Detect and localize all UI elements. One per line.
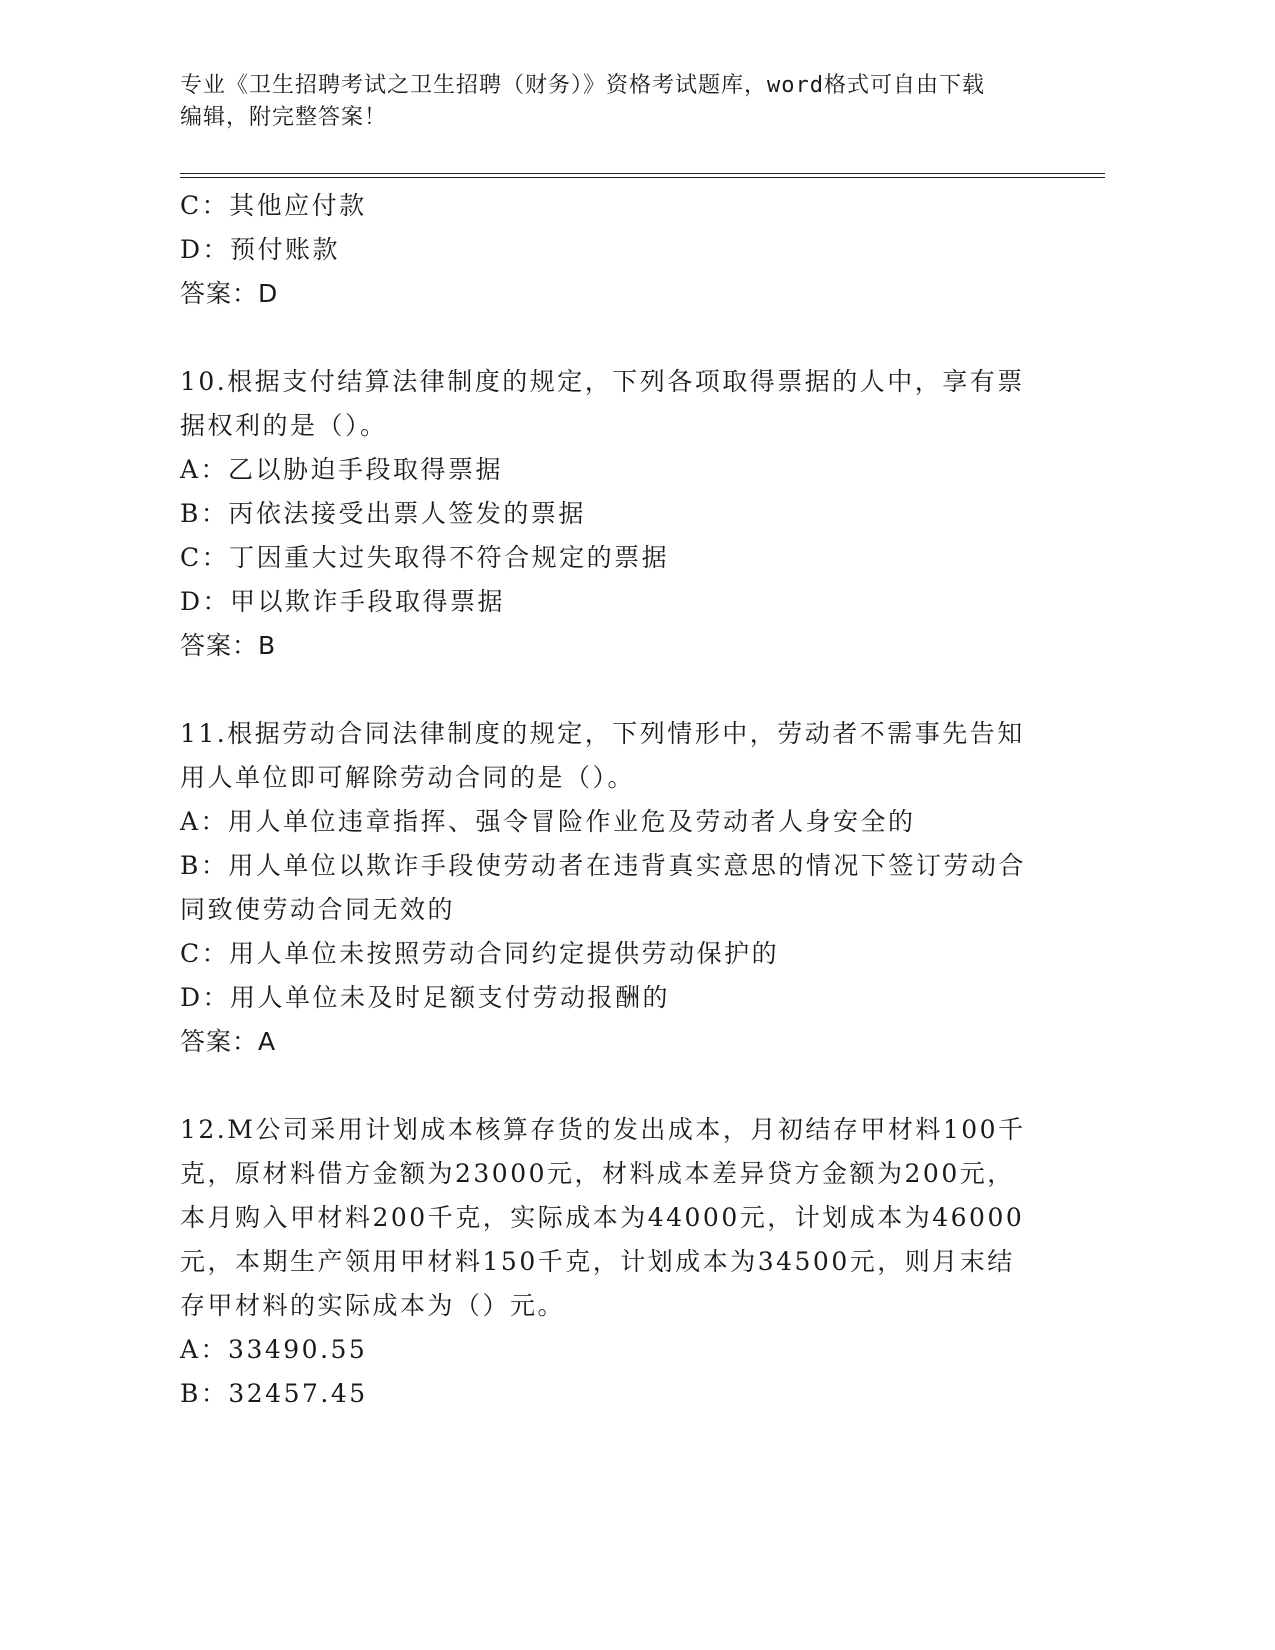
option-d: D：甲以欺诈手段取得票据 xyxy=(180,587,506,616)
question-stem-line: 11.根据劳动合同法律制度的规定，下列情形中，劳动者不需事先告知 xyxy=(180,719,1025,748)
option-b: B：丙依法接受出票人签发的票据 xyxy=(180,499,586,528)
question-stem-line: 存甲材料的实际成本为（）元。 xyxy=(180,1291,566,1320)
answer-line: 答案：B xyxy=(180,631,277,660)
option-c: C：用人单位未按照劳动合同约定提供劳动保护的 xyxy=(180,939,780,968)
option-b: B：32457.45 xyxy=(180,1379,368,1408)
question-stem-line: 元，本期生产领用甲材料150千克，计划成本为34500元，则月末结 xyxy=(180,1247,1015,1276)
spacer xyxy=(180,668,1060,712)
header-line-1: 专业《卫生招聘考试之卫生招聘（财务）》资格考试题库，word格式可自由下载 xyxy=(180,73,985,98)
question-10 xyxy=(180,360,1060,668)
header-line-2: 编辑，附完整答案！ xyxy=(180,105,388,130)
question-9-tail xyxy=(180,184,1060,316)
spacer xyxy=(180,316,1060,360)
question-stem-line: 用人单位即可解除劳动合同的是（）。 xyxy=(180,763,636,792)
question-stem-line: 本月购入甲材料200千克，实际成本为44000元，计划成本为46000 xyxy=(180,1203,1025,1232)
option-a: A：33490.55 xyxy=(180,1335,368,1364)
spacer xyxy=(180,1064,1060,1108)
option-b: B：用人单位以欺诈手段使劳动者在违背真实意思的情况下签订劳动合 xyxy=(180,851,1026,880)
question-stem-line: 据权利的是（）。 xyxy=(180,411,388,440)
document-header xyxy=(180,70,1050,134)
answer-line: 答案：A xyxy=(180,1027,277,1056)
option-c: C：其他应付款 xyxy=(180,191,367,220)
header-divider xyxy=(180,173,1105,178)
question-stem-line: 12.M公司采用计划成本核算存货的发出成本，月初结存甲材料100千 xyxy=(180,1115,1026,1144)
option-a: A：乙以胁迫手段取得票据 xyxy=(180,455,504,484)
question-11 xyxy=(180,712,1060,1064)
question-stem-line: 克，原材料借方金额为23000元，材料成本差异贷方金额为200元， xyxy=(180,1159,1015,1188)
option-d: D：预付账款 xyxy=(180,235,341,264)
question-stem-line: 10.根据支付结算法律制度的规定，下列各项取得票据的人中，享有票 xyxy=(180,367,1025,396)
question-12 xyxy=(180,1108,1060,1416)
answer-line: 答案：D xyxy=(180,279,279,308)
document-body xyxy=(180,184,1060,1416)
option-a: A：用人单位违章指挥、强令冒险作业危及劳动者人身安全的 xyxy=(180,807,916,836)
option-d: D：用人单位未及时足额支付劳动报酬的 xyxy=(180,983,671,1012)
option-c: C：丁因重大过失取得不符合规定的票据 xyxy=(180,543,670,572)
option-b-continued: 同致使劳动合同无效的 xyxy=(180,895,456,924)
